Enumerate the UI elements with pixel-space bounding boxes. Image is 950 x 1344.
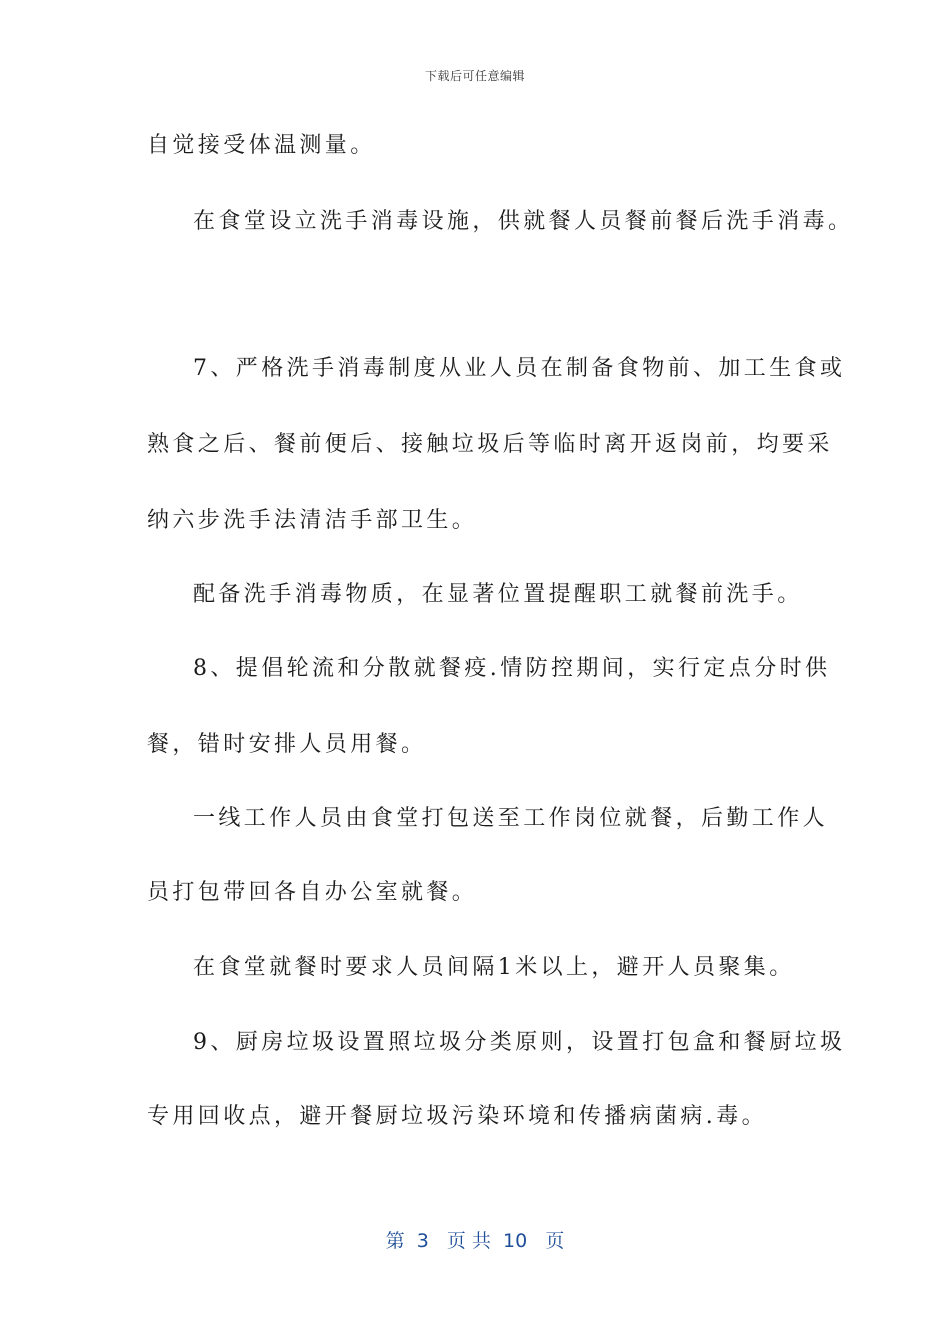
- page-number-footer: 第 3 页 共 10 页: [385, 1230, 565, 1252]
- body-line-11: 在食堂就餐时要求人员间隔1米以上，避开人员聚集。: [193, 955, 795, 980]
- body-line-6: 配备洗手消毒物质，在显著位置提醒职工就餐前洗手。: [193, 582, 803, 607]
- body-line-10: 员打包带回各自办公室就餐。: [147, 880, 478, 905]
- body-line-12: 9、厨房垃圾设置照垃圾分类原则，设置打包盒和餐厨垃圾: [193, 1030, 846, 1055]
- body-line-8: 餐，错时安排人员用餐。: [147, 732, 427, 757]
- body-line-4: 熟食之后、餐前便后、接触垃圾后等临时离开返岗前，均要采: [147, 432, 833, 457]
- body-line-9: 一线工作人员由食堂打包送至工作岗位就餐，后勤工作人: [193, 806, 829, 831]
- body-line-7: 8、提倡轮流和分散就餐疫.情防控期间，实行定点分时供: [193, 656, 831, 681]
- body-line-5: 纳六步洗手法清洁手部卫生。: [147, 508, 478, 533]
- body-line-13: 专用回收点，避开餐厨垃圾污染环境和传播病菌病.毒。: [147, 1104, 767, 1129]
- header-note: 下载后可任意编辑: [424, 69, 525, 83]
- body-line-1: 自觉接受体温测量。: [147, 133, 376, 158]
- body-line-2: 在食堂设立洗手消毒设施，供就餐人员餐前餐后洗手消毒。: [193, 209, 854, 234]
- body-line-3: 7、严格洗手消毒制度从业人员在制备食物前、加工生食或: [193, 356, 846, 381]
